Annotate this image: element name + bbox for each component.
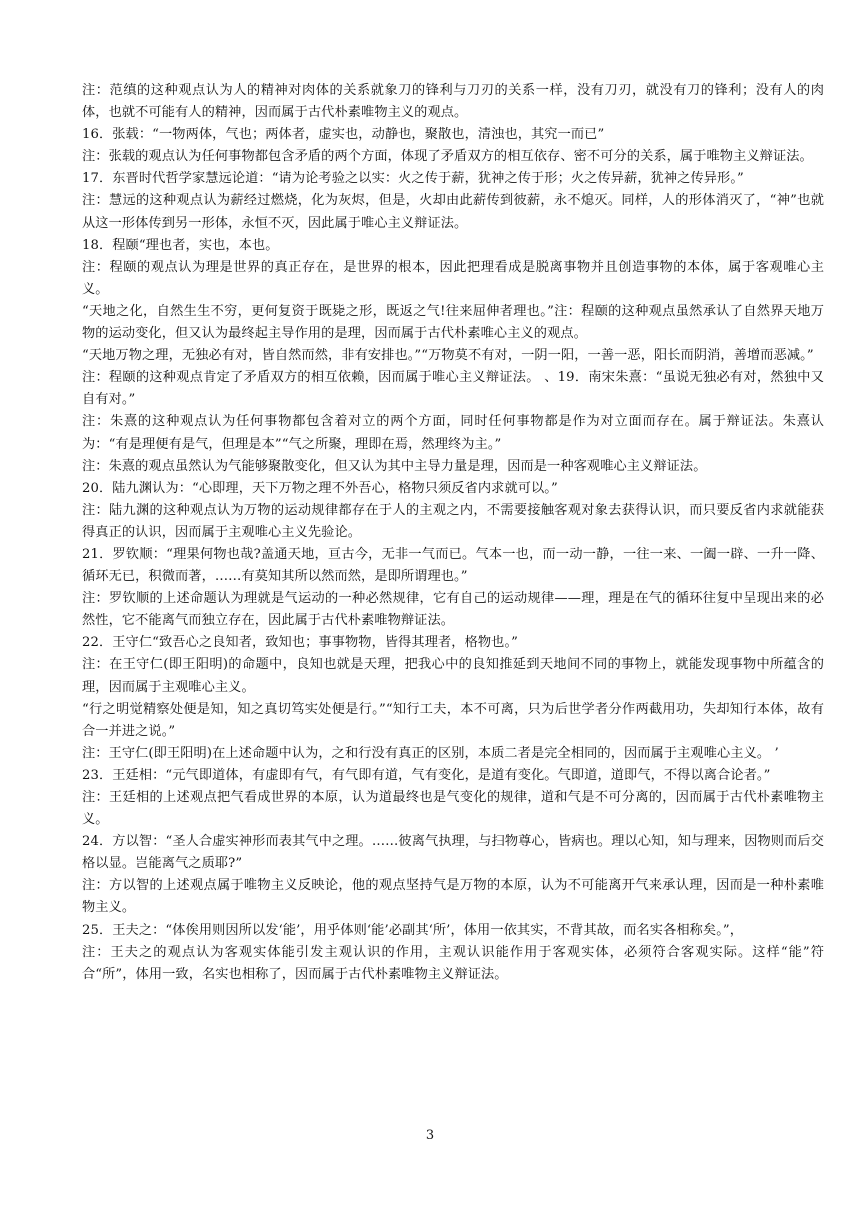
paragraph: 注：张载的观点认为任何事物都包含矛盾的两个方面，体现了矛盾双方的相互依存、密不可分的关系，属于唯物主义辩证法。: [82, 149, 813, 165]
paragraph: 注：朱熹的观点虽然认为气能够聚散变化，但又认为其中主导力量是理，因而是一种客观唯心主义辩证法。: [82, 458, 707, 474]
paragraph: “天地之化，自然生生不穷，更何复资于既毙之形，既返之气!往来屈伸者理也。”注：程颐的这种观点虽然承认了自然界天地万物的运动变化，但又认为最终起主导作用的是理，因而属于古代朴素唯心主义的观点。: [82, 303, 824, 342]
paragraph: 注：罗钦顺的上述命题认为理就是气运动的一种必然规律，它有自己的运动规律——理，理是在气的循环往复中呈现出来的必然性，它不能离气而独立存在，因此属于古代朴素唯物辩证法。: [82, 591, 824, 629]
document-body: [82, 80, 824, 986]
paragraph: 23．王廷相：“元气即道体，有虚即有气，有气即有道，气有变化，是道有变化。气即道，道即气，不得以离合论者。”: [82, 767, 771, 783]
paragraph: 注：程颐的观点认为理是世界的真正存在，是世界的根本，因此把理看成是脱离事物并且创造事物的本体，属于客观唯心主义。: [82, 259, 824, 297]
paragraph: 25．王夫之：“体俟用则因所以发‘能’，用乎体则‘能’必副其‘所’，体用一依其实，不背其故，而名实各相称矣。”，: [82, 922, 744, 938]
paragraph: 注：程颐的这种观点肯定了矛盾双方的相互依赖，因而属于唯心主义辩证法。 、19．南宋朱熹：“虽说无独必有对，然独中又自有对。”: [82, 370, 824, 408]
paragraph: 注：王廷相的上述观点把气看成世界的本原，认为道最终也是气变化的规律，道和气是不可分离的，因而属于古代朴素唯物主义。: [82, 790, 824, 828]
paragraph: 22．王守仁“致吾心之良知者，致知也；事事物物，皆得其理者，格物也。”: [82, 635, 518, 651]
paragraph: 24．方以智：“圣人合虚实神形而表其气中之理。……彼离气执理，与扫物尊心，皆病也。理以心知，知与理来，因物则而后交格以显。岂能离气之质耶?”: [82, 834, 824, 872]
paragraph: “行之明觉精察处便是知，知之真切笃实处便是行。”“知行工夫，本不可离，只为后世学者分作两截用功，失却知行本体，故有合一并进之说。”: [82, 701, 824, 739]
paragraph: 20．陆九渊认为：“心即理，天下万物之理不外吾心，格物只须反省内求就可以。”: [82, 480, 558, 496]
paragraph: 17．东晋时代哲学家慧远论道：“请为论考验之以实：火之传于薪，犹神之传于形；火之传异薪，犹神之传异形。”: [82, 171, 744, 187]
paragraph: 注：在王守仁(即王阳明)的命题中，良知也就是天理，把我心中的良知推延到天地间不同的事物上，就能发现事物中所蕴含的理，因而属于主观唯心主义。: [82, 657, 824, 695]
paragraph: 注：朱熹的这种观点认为任何事物都包含着对立的两个方面，同时任何事物都是作为对立面而存在。属于辩证法。朱熹认为：“有是理便有是气，但理是本”“气之所聚，理即在焉，然理终为主。”: [82, 414, 824, 452]
page-number: 3: [425, 1128, 435, 1143]
paragraph: 注：方以智的上述观点属于唯物主义反映论，他的观点坚持气是万物的本原，认为不可能离开气来承认理，因而是一种朴素唯物主义。: [82, 878, 824, 916]
paragraph: 注：陆九渊的这种观点认为万物的运动规律都存在于人的主观之内，不需要接触客观对象去获得认识，而只要反省内求就能获得真正的认识，因而属于主观唯心主义先验论。: [82, 502, 824, 540]
paragraph: “天地万物之理，无独必有对，皆自然而然，非有安排也。”“万物莫不有对，一阴一阳，一善一恶，阳长而阴消，善增而恶减。”: [82, 348, 814, 364]
paragraph: 注：范缜的这种观点认为人的精神对肉体的关系就象刀的锋利与刀刃的关系一样，没有刀刃，就没有刀的锋利；没有人的肉体，也就不可能有人的精神，因而属于古代朴素唯物主义的观点。: [82, 83, 824, 121]
paragraph: 注：慧远的这种观点认为薪经过燃烧，化为灰烬，但是，火却由此薪传到彼薪，永不熄灭。同样，人的形体消灭了，“神”也就从这一形体传到另一形体，永恒不灭，因此属于唯心主义辩证法。: [82, 193, 824, 231]
paragraph: 注：王夫之的观点认为客观实体能引发主观认识的作用，主观认识能作用于客观实体，必须符合客观实际。这样“能”符合“所”，体用一致，名实也相称了，因而属于古代朴素唯物主义辩证法。: [82, 944, 824, 982]
paragraph: 16．张载：“一物两体，气也；两体者，虚实也，动静也，聚散也，清浊也，其究一而已”: [82, 127, 605, 143]
paragraph: 18．程颐“理也者，实也，本也。: [82, 237, 279, 253]
paragraph: 21．罗钦顺：“理果何物也哉?盖通天地，亘古今，无非一气而已。气本一也，而一动一静，一往一来、一阖一辟、一升一降、循环无已，积微而著，……有莫知其所以然而然，是即所谓理也。”: [82, 546, 824, 585]
paragraph: 注：王守仁(即王阳明)在上述命题中认为，之和行没有真正的区别，本质二者是完全相同的，因而属于主观唯心主义。 ’: [82, 745, 779, 761]
